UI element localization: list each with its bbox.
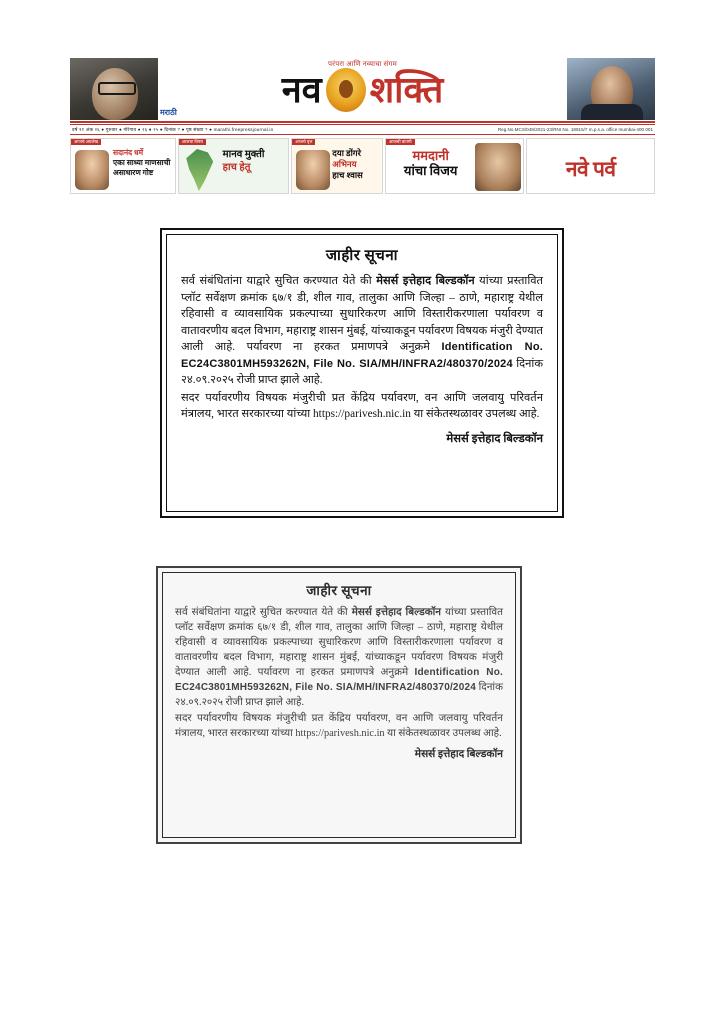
teaser-cell-topic	[178, 138, 290, 194]
newspaper-masthead	[70, 58, 655, 196]
notice-paragraph: सदर पर्यावरणीय विषयक मंजुरीची प्रत केंद्रिय पर्यावरण, वन आणि जलवायु परिवर्तन मंत्रालय, भारत सरकारच्या यांच्या https://parivesh.nic.in या संकेतस्थळावर उपलब्ध आहे.	[181, 391, 543, 420]
masthead-meta-bar	[70, 124, 655, 135]
masthead-top-row	[70, 58, 655, 120]
supplement-title: नवे पर्व	[565, 157, 616, 181]
masthead-title-part2: शक्ति	[369, 70, 444, 110]
notice-inner-border	[162, 572, 516, 838]
teaser-label: आजची बातमी	[386, 138, 415, 145]
teaser-line-2: हाच हेतू	[222, 162, 251, 173]
masthead-language-badge: मराठी	[160, 108, 177, 117]
editorial-author-photo	[75, 150, 109, 190]
teaser-line-2: अभिनय	[332, 159, 357, 169]
notice-body	[181, 273, 543, 423]
teaser-cell-headline	[385, 138, 525, 194]
goddess-icon	[326, 68, 366, 112]
notice-signature: मेसर्स इत्तेहाद बिल्डकॉन	[414, 749, 503, 760]
masthead-teaser-band	[70, 138, 655, 194]
interview-subject-photo	[296, 150, 330, 190]
masthead-left-portrait-photo	[70, 58, 158, 120]
masthead-center	[158, 58, 567, 120]
masthead-issue-info: वर्ष ११ अंक २६ ● गुरुवार ● गोरेगाव ● २६ ● २५ ● दिनांक ? ● पृष्ठ संख्या ? ● marathi.freepressjournal.in	[72, 126, 274, 132]
masthead-right-portrait-photo	[567, 58, 655, 120]
notice-title: जाहीर सूचना	[325, 248, 399, 264]
notice-title: जाहीर सूचना	[306, 583, 372, 598]
notice-paragraph: सर्व संबंधितांना याद्वारे सुचित करण्यात येते की मेसर्स इत्तेहाद बिल्डकॉन यांच्या प्रस्तावित प्लॉट सर्वेक्षण क्रमांक ६७/१ डी, शील गाव, तालुका आणि जिल्हा – ठाणे, महाराष्ट्र येथील रहिवासी व व्यावसायिक प्रकल्पाच्या सुधारिकरण आणि विस्तारीकरणाला पर्यावरण व वातावरणीय बदल विभाग, महाराष्ट्र शासन मुंबई, यांच्याकडून पर्यावरण विषयक मंजुरी देण्यात आली आहे. पर्यावरण ना हरकत प्रमाणपत्रे अनुक्रमे Identification No. EC24C3801MH593262N, File No. SIA/MH/INFRA2/480370/2024 दिनांक २४.०९.२०२५ रोजी प्राप्त झाले आहे.	[181, 275, 544, 386]
masthead-title-row	[164, 68, 561, 112]
public-notice-box-2	[156, 566, 522, 844]
teaser-line-3: हाच श्वास	[332, 170, 363, 180]
masthead-tagline: परंपरा आणि नव्याचा संगम	[327, 60, 398, 68]
teaser-line-1: दया डोंगरे	[332, 148, 362, 158]
notice-signature: मेसर्स इत्तेहाद बिल्डकॉन	[446, 432, 543, 445]
masthead-registration-info: Reg.No.MCS/049/2021-23/RNI No. 18915/7 m.p.s.a. office mumbai-400 001	[497, 126, 653, 132]
teaser-cell-supplement	[526, 138, 655, 194]
notice-paragraph: सदर पर्यावरणीय विषयक मंजुरीची प्रत केंद्रिय पर्यावरण, वन आणि जलवायु परिवर्तन मंत्रालय, भारत सरकारच्या यांच्या https://parivesh.nic.in या संकेतस्थळावर उपलब्ध आहे.	[175, 713, 503, 739]
notice-inner-border	[166, 234, 558, 512]
teaser-cell-editorial	[70, 138, 176, 194]
teaser-label: आजचा विषय	[179, 138, 206, 145]
masthead-title-part1: नव	[281, 70, 322, 110]
teaser-label: आजचे वृत्त	[292, 138, 315, 145]
headline-subject-photo	[475, 143, 521, 191]
public-notice-box-1	[160, 228, 564, 518]
teaser-line-1: ममदानी	[412, 148, 449, 163]
teaser-label: आजचे अग्रलेख	[71, 138, 101, 145]
teaser-line-2: एका साध्या माणसाची	[113, 158, 171, 167]
notice-body	[175, 605, 503, 741]
masthead-divider	[70, 121, 655, 123]
notice-paragraph: सर्व संबंधितांना याद्वारे सुचित करण्यात येते की मेसर्स इत्तेहाद बिल्डकॉन यांच्या प्रस्तावित प्लॉट सर्वेक्षण क्रमांक ६७/१ डी, शील गाव, तालुका आणि जिल्हा – ठाणे, महाराष्ट्र येथील रहिवासी व व्यावसायिक प्रकल्पाच्या सुधारिकरण आणि विस्तारीकरणाला पर्यावरण व वातावरणीय बदल विभाग, महाराष्ट्र शासन मुंबई, यांच्याकडून पर्यावरण विषयक मंजुरी देण्यात आली आहे. पर्यावरण ना हरकत प्रमाणपत्रे अनुक्रमे Identification No. EC24C3801MH593262N, File No. SIA/MH/INFRA2/480370/2024 दिनांक २४.०९.२०२५ रोजी प्राप्त झाले आहे.	[175, 607, 504, 708]
teaser-line-3: असाधारण गोष्ट	[113, 168, 154, 177]
teaser-line-1: सदानंद धर्मे	[113, 148, 144, 157]
teaser-line-2: यांचा विजय	[403, 163, 458, 178]
teaser-cell-interview	[291, 138, 383, 194]
teaser-line-1: मानव मुक्ती	[222, 149, 265, 160]
